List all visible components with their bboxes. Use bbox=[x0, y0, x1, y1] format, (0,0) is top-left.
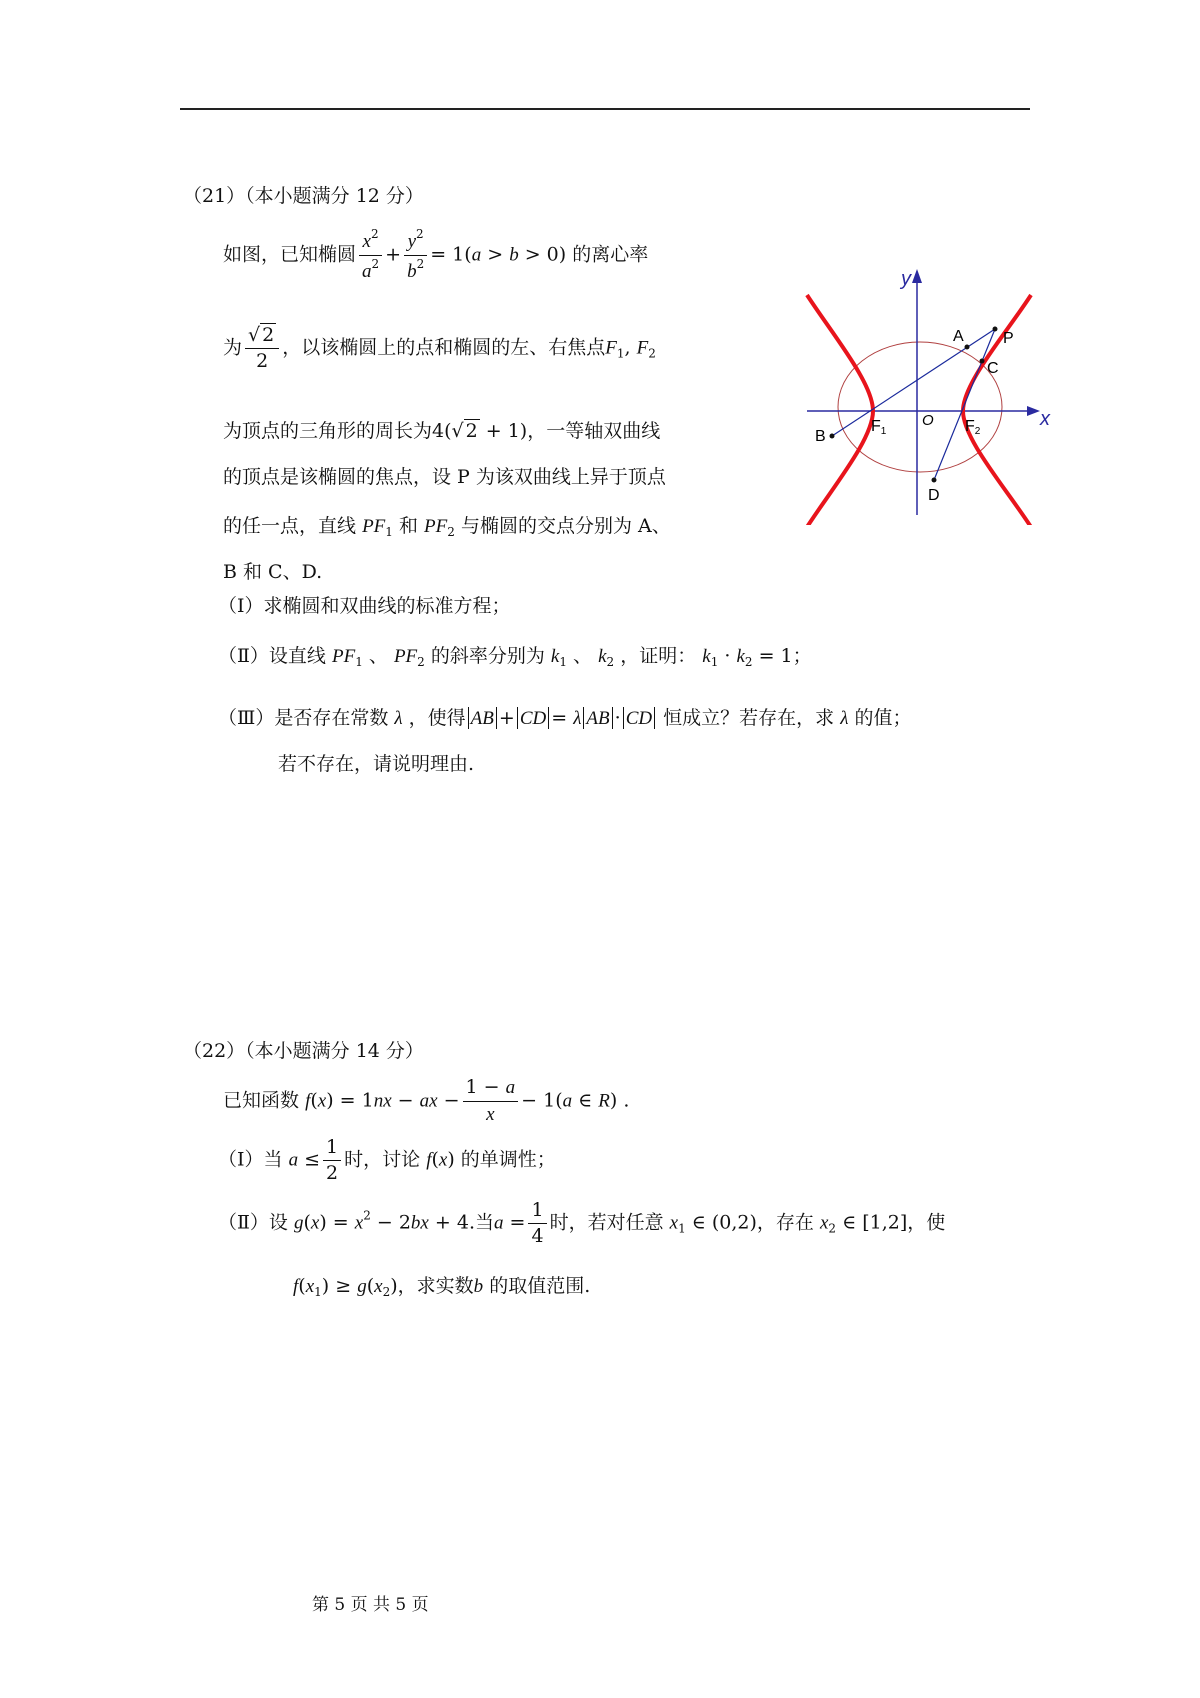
q21-part2: （Ⅱ）设直线 $PF_1$ 、 $PF_2$ 的斜率分别为 $k_1$ 、 $k_2$ ，证明： $k_1 \cdot k_2 = 1$； bbox=[218, 645, 812, 669]
x-axis-arrow bbox=[1027, 406, 1040, 416]
q21-intro-line5: 的任一点，直线 $PF_1$ 和 $PF_2$ 与椭圆的交点分别为 A、 bbox=[223, 515, 671, 539]
q22-part2-cont: $f(x_1) \ge g(x_2)$，求实数b 的取值范围. bbox=[293, 1275, 591, 1299]
hyperbola-left-branch bbox=[807, 295, 873, 525]
line-pf2 bbox=[934, 329, 995, 480]
label-origin: O bbox=[922, 412, 934, 429]
q21-part1: （Ⅰ）求椭圆和双曲线的标准方程； bbox=[218, 595, 511, 617]
q21-intro-line3: 为顶点的三角形的周长为4(√ 2 + 1)，一等轴双曲线 bbox=[223, 420, 661, 442]
label-a: A bbox=[953, 328, 964, 345]
label-f2: F2 bbox=[965, 418, 981, 437]
q21-figure bbox=[795, 265, 1055, 525]
q21-intro-line2: 为 $\frac{√ 2}{2}$ ，以该椭圆上的点和椭圆的左、右焦点$F_1$, $F_2$ bbox=[223, 324, 656, 372]
q21-intro-line4: 的顶点是该椭圆的焦点，设 P 为该双曲线上异于顶点 bbox=[223, 466, 666, 488]
label-b: B bbox=[815, 428, 826, 445]
point-b bbox=[830, 434, 835, 439]
point-d bbox=[932, 478, 937, 483]
page-footer: 第 5 页 共 5 页 bbox=[312, 1595, 429, 1615]
q21-part3-cont: 若不存在，请说明理由. bbox=[278, 753, 475, 775]
y-axis-arrow bbox=[912, 269, 922, 283]
label-p: P bbox=[1003, 330, 1014, 347]
label-f1: F1 bbox=[871, 418, 887, 437]
q22-header: （22）（本小题满分 14 分） bbox=[183, 1040, 424, 1062]
q21-intro-line1: 如图，已知椭圆 $\frac{x^2}{a^2}$ + $\frac{y^2}{b^2}$ = 1(a > b > 0) 的离心率 bbox=[223, 227, 649, 282]
point-a bbox=[965, 345, 970, 350]
label-x-axis: x bbox=[1040, 408, 1050, 430]
label-y-axis: y bbox=[901, 268, 911, 290]
point-p bbox=[993, 327, 998, 332]
q21-header: （21）（本小题满分 12 分） bbox=[183, 185, 424, 207]
q21-intro-line6: B 和 C、D. bbox=[223, 561, 323, 583]
label-d: D bbox=[928, 487, 940, 504]
q21-part3: （Ⅲ）是否存在常数 λ ，使得 AB + CD = λ AB · CD 恒成立？若存在，求 λ 的值； bbox=[218, 707, 912, 729]
header-rule bbox=[180, 108, 1030, 110]
q22-part2: （Ⅱ）设 $g(x) = x^2 - 2bx + 4$.当a = $\frac{1}{4}$ 时，若对任意 $x_1$ ∈ (0,2)，存在 $x_2$ ∈ [1,2]，使 bbox=[218, 1199, 946, 1247]
q22-line1: 已知函数 f(x) = 1nx − ax − $\frac{1 - a}{x}$ − 1(a ∈ R) . bbox=[223, 1076, 630, 1125]
label-c: C bbox=[987, 360, 999, 377]
q22-part1: （Ⅰ）当 a ≤ $\frac{1}{2}$ 时，讨论 f(x) 的单调性； bbox=[218, 1136, 556, 1184]
point-c bbox=[980, 359, 985, 364]
